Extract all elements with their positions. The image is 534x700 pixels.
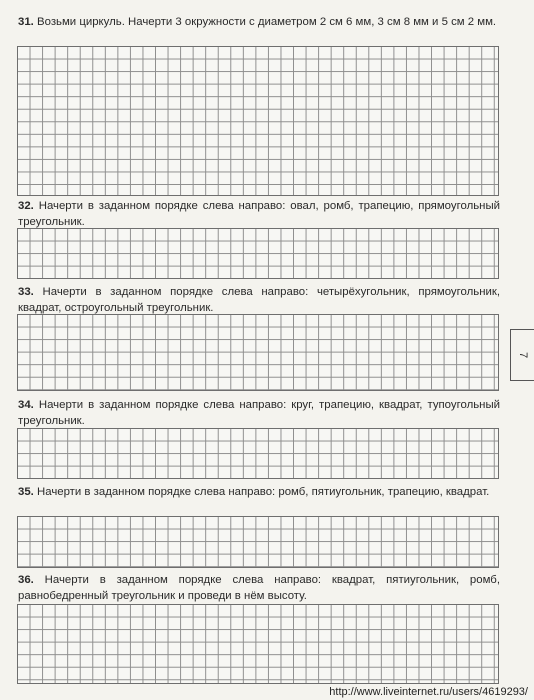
task-number: 35. — [18, 486, 34, 498]
task-number: 32. — [18, 200, 34, 212]
task-text: Начерти в заданном порядке слева направо: круг, трапецию, квадрат, тупоугольный треугольник. — [18, 399, 500, 427]
task-number: 31. — [18, 16, 34, 28]
grid-area-32 — [17, 228, 499, 279]
grid-area-31 — [17, 46, 499, 196]
page-number-tab — [510, 329, 534, 381]
task-35 — [18, 484, 500, 500]
watermark-url: http://www.liveinternet.ru/users/4619293/ — [329, 686, 528, 698]
task-33 — [18, 284, 500, 316]
task-number: 36. — [18, 574, 34, 586]
task-text: Начерти в заданном порядке слева направо: ромб, пятиугольник, трапецию, квадрат. — [37, 486, 490, 498]
task-31 — [18, 14, 500, 30]
task-number: 33. — [18, 286, 34, 298]
task-text: Начерти в заданном порядке слева направо: квадрат, пятиугольник, ромб, равнобедренный треугольник и проведи в нём высоту. — [18, 574, 500, 602]
task-number: 34. — [18, 399, 34, 411]
task-text: Начерти в заданном порядке слева направо: овал, ромб, трапецию, прямоугольный треугольник. — [18, 200, 500, 228]
grid-area-34 — [17, 428, 499, 479]
task-text: Возьми циркуль. Начерти 3 окружности с диаметром 2 см 6 мм, 3 см 8 мм и 5 см 2 мм. — [37, 16, 497, 28]
task-34 — [18, 397, 500, 429]
task-36 — [18, 572, 500, 604]
grid-area-36 — [17, 604, 499, 684]
task-text: Начерти в заданном порядке слева направо: четырёхугольник, прямоугольник, квадрат, остроугольный треугольник. — [18, 286, 500, 314]
grid-area-33 — [17, 314, 499, 391]
task-32 — [18, 198, 500, 230]
page-number: 7 — [516, 351, 529, 359]
grid-area-35 — [17, 516, 499, 568]
